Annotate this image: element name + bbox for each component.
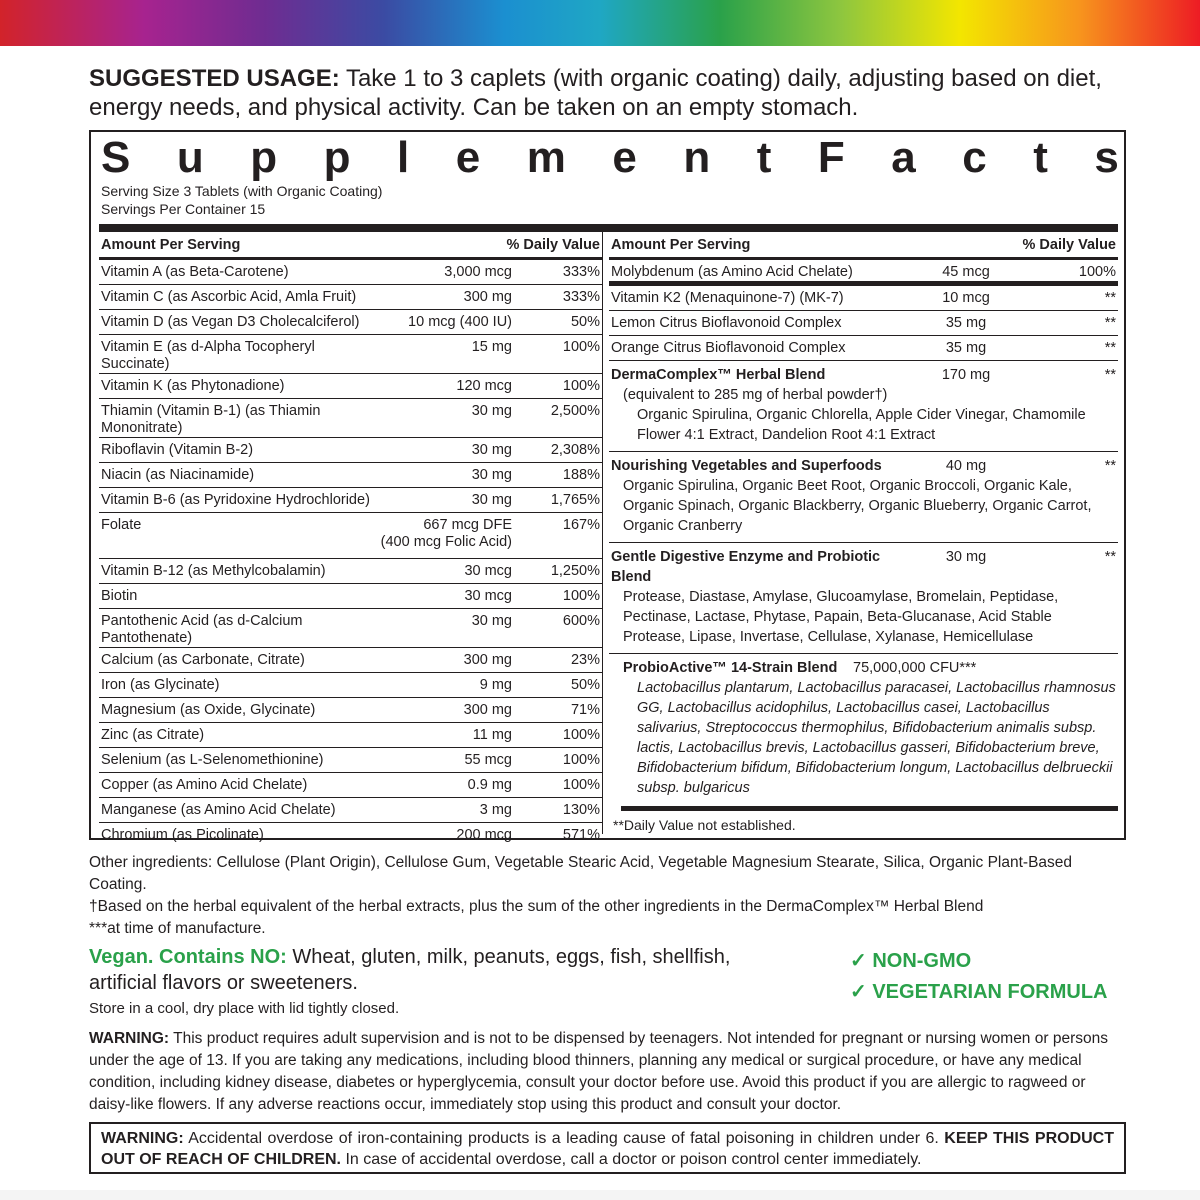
- title-letter: S: [101, 133, 131, 182]
- nutrient-amount: 3 mg: [479, 802, 512, 818]
- probioactive-blend: [621, 654, 1118, 811]
- suggested-usage: [89, 64, 1119, 122]
- nutrient-name: Thiamin (Vitamin B-1) (as Thiamin Mononitrate): [101, 403, 321, 436]
- nutrient-row: [99, 673, 602, 698]
- nutrient-name: Chromium (as Picolinate): [101, 827, 264, 843]
- nutrient-dv: **: [1104, 290, 1116, 306]
- nutrient-amount: 300 mg: [463, 652, 512, 668]
- nutrient-dv: 167%: [562, 517, 600, 533]
- nutrient-amount: 55 mcg: [464, 752, 512, 768]
- nutrient-dv: **: [1104, 340, 1116, 356]
- nutrient-row: [99, 310, 602, 335]
- blend-name: DermaComplex™ Herbal Blend: [611, 367, 826, 383]
- nutrient-name: Pantothenic Acid (as d-Calcium Pantothenate): [101, 613, 303, 646]
- blend-name: Gentle Digestive Enzyme and Probiotic Blend: [611, 549, 881, 585]
- nutrient-amount: 30 mcg: [464, 563, 512, 579]
- title-letter: c: [962, 133, 987, 182]
- nutrient-row: [609, 311, 1118, 336]
- nutrient-amount: 120 mcg: [456, 378, 512, 394]
- nutrient-dv: 100%: [1078, 264, 1116, 280]
- nutrient-dv: 571%: [562, 827, 600, 843]
- vegan-text: Wheat, gluten, milk, peanuts, eggs, fish, shellfish, artificial flavors or sweeteners.: [89, 946, 731, 994]
- nutrient-amount: 30 mg: [471, 492, 512, 508]
- nutrient-amount-line: 667 mcg DFE: [423, 517, 512, 533]
- warning-label: WARNING:: [89, 1030, 170, 1047]
- usage-text: Take 1 to 3 caplets (with organic coating) daily, adjusting based on diet, energy needs, and physical activity. Can be taken on an empty stomach.: [89, 65, 1102, 121]
- nutrient-dv: 333%: [562, 289, 600, 305]
- nutrient-row: [99, 399, 602, 438]
- nutrient-amount: 30 mcg: [464, 588, 512, 604]
- nutrient-dv: 1,250%: [550, 563, 600, 579]
- vegetables-blend: [609, 452, 1118, 543]
- nutrient-name: Vitamin B-12 (as Methylcobalamin): [101, 563, 326, 579]
- nutrient-amount: 300 mg: [463, 289, 512, 305]
- nutrient-row: [99, 260, 602, 285]
- nutrient-dv: 100%: [562, 777, 600, 793]
- usage-label: SUGGESTED USAGE:: [89, 65, 340, 92]
- title-letter: e: [612, 133, 637, 182]
- nutrient-dv: **: [1104, 315, 1116, 331]
- nutrient-dv: 600%: [562, 613, 600, 629]
- warning-bold: KEEP THIS PRODUCT OUT OF REACH OF CHILDREN.: [101, 1130, 1115, 1168]
- title-letter: m: [526, 133, 566, 182]
- title-letter: p: [323, 133, 351, 182]
- title-letter: p: [250, 133, 278, 182]
- nutrient-name: Manganese (as Amino Acid Chelate): [101, 802, 336, 818]
- nutrient-row: [99, 285, 602, 310]
- nutrient-row: [99, 723, 602, 748]
- title-letter: t: [1033, 133, 1048, 182]
- title-letter: t: [756, 133, 772, 182]
- vegetarian-badge: [850, 977, 1108, 1008]
- nutrient-name: Vitamin E (as d-Alpha Tocopheryl Succinate): [101, 339, 315, 372]
- serving-size: Serving Size 3 Tablets (with Organic Coating): [101, 183, 383, 199]
- title-letter: l: [397, 133, 410, 182]
- nutrient-dv: 100%: [562, 727, 600, 743]
- rainbow-banner: [0, 0, 1200, 46]
- nutrient-name: Riboflavin (Vitamin B-2): [101, 442, 254, 458]
- title-letter: u: [176, 133, 204, 182]
- header-dv: % Daily Value: [506, 236, 600, 253]
- footer-band: [0, 1190, 1200, 1200]
- enzyme-blend: [609, 543, 1118, 654]
- nutrient-dv: 100%: [562, 752, 600, 768]
- header-dv: % Daily Value: [1022, 236, 1116, 253]
- nutrient-amount: 9 mg: [479, 677, 512, 693]
- check-icon: ✓: [850, 950, 867, 972]
- nutrient-dv: 333%: [562, 264, 600, 280]
- blend-dv: **: [1104, 367, 1116, 383]
- non-gmo-badge: [850, 946, 1108, 977]
- nutrient-amount: 30 mg: [471, 403, 512, 419]
- nutrient-name: Vitamin D (as Vegan D3 Cholecalciferol): [101, 314, 360, 330]
- nutrient-row: [99, 335, 602, 374]
- nutrient-dv: 71%: [570, 702, 600, 718]
- servings-per-container: Servings Per Container 15: [101, 201, 266, 217]
- other-ingredients-text: Other ingredients: Cellulose (Plant Origin), Cellulose Gum, Vegetable Stearic Acid, Vegetable Magnesium Stearate, Silica, Organic Plant-Based Coating.: [89, 854, 1073, 893]
- nutrient-row: [99, 559, 602, 584]
- warning-iron-box: [89, 1122, 1126, 1174]
- supplement-facts-panel: [89, 130, 1126, 843]
- warning-text: This product requires adult supervision and is not to be dispensed by teenagers. Not intended for pregnant or nursing women or persons under the age of 13. If you are taking any medications, including blood thinners, planning any medical or surgical procedure, or have any medical condition, including kidney disease, diabetes or hyperglycemia, consult your doctor before use. Avoid this product if you are allergic to ragweed or daisy-like flowers. If any adverse reactions occur, immediately stop using this product and consult your doctor.: [89, 1030, 1108, 1113]
- storage-note: Store in a cool, dry place with lid tightly closed.: [89, 1000, 400, 1017]
- nutrient-row: [99, 513, 602, 559]
- nutrient-name: Vitamin K (as Phytonadione): [101, 378, 285, 394]
- nutrient-dv: 100%: [562, 339, 600, 355]
- nutrient-row: [99, 463, 602, 488]
- nutrient-name: Magnesium (as Oxide, Glycinate): [101, 702, 316, 718]
- nutrient-dv: 188%: [562, 467, 600, 483]
- nutrient-name: Lemon Citrus Bioflavonoid Complex: [611, 315, 842, 331]
- nutrient-dv: 2,500%: [550, 403, 600, 419]
- nutrient-name: Biotin: [101, 588, 138, 604]
- warning-supervision: [89, 1028, 1129, 1116]
- blend-dv: **: [1104, 458, 1116, 474]
- nutrient-name: Molybdenum (as Amino Acid Chelate): [611, 264, 853, 280]
- nutrient-name: Vitamin A (as Beta-Carotene): [101, 264, 289, 280]
- nutrient-dv: 130%: [562, 802, 600, 818]
- nutrient-name: Vitamin C (as Ascorbic Acid, Amla Fruit): [101, 289, 357, 305]
- dagger-note: †Based on the herbal equivalent of the herbal extracts, plus the sum of the other ingredients in the DermaComplex™ Herbal Blend: [89, 898, 984, 915]
- nutrient-amount: 300 mg: [463, 702, 512, 718]
- nutrient-row: [99, 748, 602, 773]
- blend-amount: 170 mg: [941, 367, 991, 383]
- badge-label: NON-GMO: [872, 950, 972, 972]
- nutrient-name: Iron (as Glycinate): [101, 677, 220, 693]
- nutrient-amount: [332, 517, 512, 551]
- nutrient-amount: 30 mg: [471, 613, 512, 629]
- warning-text: In case of accidental overdose, call a doctor or poison control center immediately.: [345, 1151, 922, 1168]
- title-letter: s: [1094, 133, 1119, 182]
- header-amount: Amount Per Serving: [611, 236, 751, 253]
- nutrient-name: Folate: [101, 517, 142, 533]
- nutrient-row: [99, 438, 602, 463]
- dermacomplex-blend: [609, 361, 1118, 452]
- right-rows: [609, 260, 1118, 361]
- nutrient-name: Selenium (as L-Selenomethionine): [101, 752, 324, 768]
- nutrient-row: [99, 374, 602, 399]
- nutrient-dv: 23%: [570, 652, 600, 668]
- nutrient-dv: 100%: [562, 378, 600, 394]
- nutrient-row: [609, 336, 1118, 361]
- dv-note: **Daily Value not established.: [613, 817, 796, 833]
- warning-label: WARNING:: [101, 1130, 184, 1147]
- serving-info: [101, 182, 382, 218]
- nutrient-amount-line: (400 mcg Folic Acid): [380, 534, 512, 550]
- left-column: [99, 232, 603, 843]
- blend-amount: 40 mg: [945, 458, 987, 474]
- other-ingredients: [89, 852, 1129, 940]
- nutrient-dv: 50%: [570, 677, 600, 693]
- nutrient-amount: 35 mg: [945, 340, 987, 356]
- nutrient-amount: 10 mcg (400 IU): [408, 314, 512, 330]
- check-icon: ✓: [850, 981, 867, 1003]
- supplement-facts-title: [101, 133, 1119, 182]
- blend-amount: 30 mg: [945, 549, 987, 565]
- nutrient-amount: 3,000 mcg: [444, 264, 512, 280]
- nutrient-amount: 0.9 mg: [467, 777, 512, 793]
- title-letter: F: [817, 133, 845, 182]
- nutrient-amount: 15 mg: [471, 339, 512, 355]
- nutrient-row: [99, 798, 602, 823]
- nutrient-row: [99, 823, 602, 848]
- left-rows: [99, 260, 602, 848]
- right-column: [609, 232, 1118, 839]
- badge-label: VEGETARIAN FORMULA: [872, 981, 1108, 1003]
- nutrient-amount: 200 mcg: [456, 827, 512, 843]
- blend-name: Nourishing Vegetables and Superfoods: [611, 458, 882, 474]
- probio-strains: Lactobacillus plantarum, Lactobacillus paracasei, Lactobacillus rhamnosus GG, Lactobacillus acidophilus, Lactobacillus casei, Lactobacillus salivarius, Streptococcus thermophilus, Bifidobacterium animalis subsp. lactis, Lactobacillus brevis, Lactobacillus gasseri, Bifidobacterium breve, Bifidobacterium bifidum, Bifidobacterium longum, Lactobacillus delbrueckii subsp. bulgaricus: [637, 680, 1116, 796]
- nutrient-name: Vitamin B-6 (as Pyridoxine Hydrochloride): [101, 492, 370, 508]
- nutrient-row: [99, 773, 602, 798]
- nutrient-amount: 35 mg: [945, 315, 987, 331]
- blend-ingredients: Protease, Diastase, Amylase, Glucoamylase, Bromelain, Peptidase, Pectinase, Lactase, Phytase, Papain, Beta-Glucanase, Acid Stable Protease, Lipase, Invertase, Cellulase, Xylanase, Hemicellulase: [623, 589, 1059, 645]
- title-letter: n: [683, 133, 711, 182]
- blend-ingredients: Organic Spirulina, Organic Chlorella, Apple Cider Vinegar, Chamomile Flower 4:1 Extract, Dandelion Root 4:1 Extract: [637, 407, 1086, 443]
- column-header: [99, 232, 602, 260]
- nutrient-amount: 10 mcg: [942, 290, 990, 306]
- nutrient-name: Orange Citrus Bioflavonoid Complex: [611, 340, 846, 356]
- nutrient-name: Copper (as Amino Acid Chelate): [101, 777, 308, 793]
- title-letter: a: [891, 133, 916, 182]
- nutrient-dv: 2,308%: [550, 442, 600, 458]
- nutrient-row: [99, 648, 602, 673]
- divider-bar: [99, 224, 1118, 232]
- nutrient-row: [609, 260, 1118, 286]
- title-letter: e: [455, 133, 481, 182]
- header-amount: Amount Per Serving: [101, 236, 241, 253]
- nutrient-dv: 100%: [562, 588, 600, 604]
- blend-ingredients: Organic Spirulina, Organic Beet Root, Organic Broccoli, Organic Kale, Organic Spinach, Organic Blackberry, Organic Blueberry, Organic Carrot, Organic Cranberry: [623, 478, 1092, 534]
- badges: [850, 946, 1108, 1008]
- nutrient-dv: 50%: [570, 314, 600, 330]
- nutrient-row: [99, 488, 602, 513]
- warning-text: Accidental overdose of iron-containing products is a leading cause of fatal poisoning in children under 6.: [188, 1130, 939, 1147]
- nutrient-dv: 1,765%: [550, 492, 600, 508]
- nutrient-name: Zinc (as Citrate): [101, 727, 205, 743]
- vegan-statement: [89, 944, 789, 996]
- stars-note: ***at time of manufacture.: [89, 920, 266, 937]
- nutrient-name: Vitamin K2 (Menaquinone-7) (MK-7): [611, 290, 844, 306]
- nutrient-amount: 45 mcg: [942, 264, 990, 280]
- nutrient-name: Niacin (as Niacinamide): [101, 467, 255, 483]
- vegan-label: Vegan. Contains NO:: [89, 946, 287, 968]
- blend-equivalent: (equivalent to 285 mg of herbal powder†): [623, 387, 888, 403]
- nutrient-name: Calcium (as Carbonate, Citrate): [101, 652, 305, 668]
- nutrient-row: [99, 698, 602, 723]
- nutrient-row: [609, 286, 1118, 311]
- column-header: [609, 232, 1118, 260]
- probio-amount: 75,000,000 CFU***: [853, 660, 977, 676]
- nutrient-row: [99, 609, 602, 648]
- probio-name: ProbioActive™ 14-Strain Blend: [623, 660, 838, 676]
- nutrient-amount: 30 mg: [471, 442, 512, 458]
- nutrient-amount: 11 mg: [472, 727, 512, 743]
- blend-dv: **: [1104, 549, 1116, 565]
- nutrient-amount: 30 mg: [471, 467, 512, 483]
- nutrient-row: [99, 584, 602, 609]
